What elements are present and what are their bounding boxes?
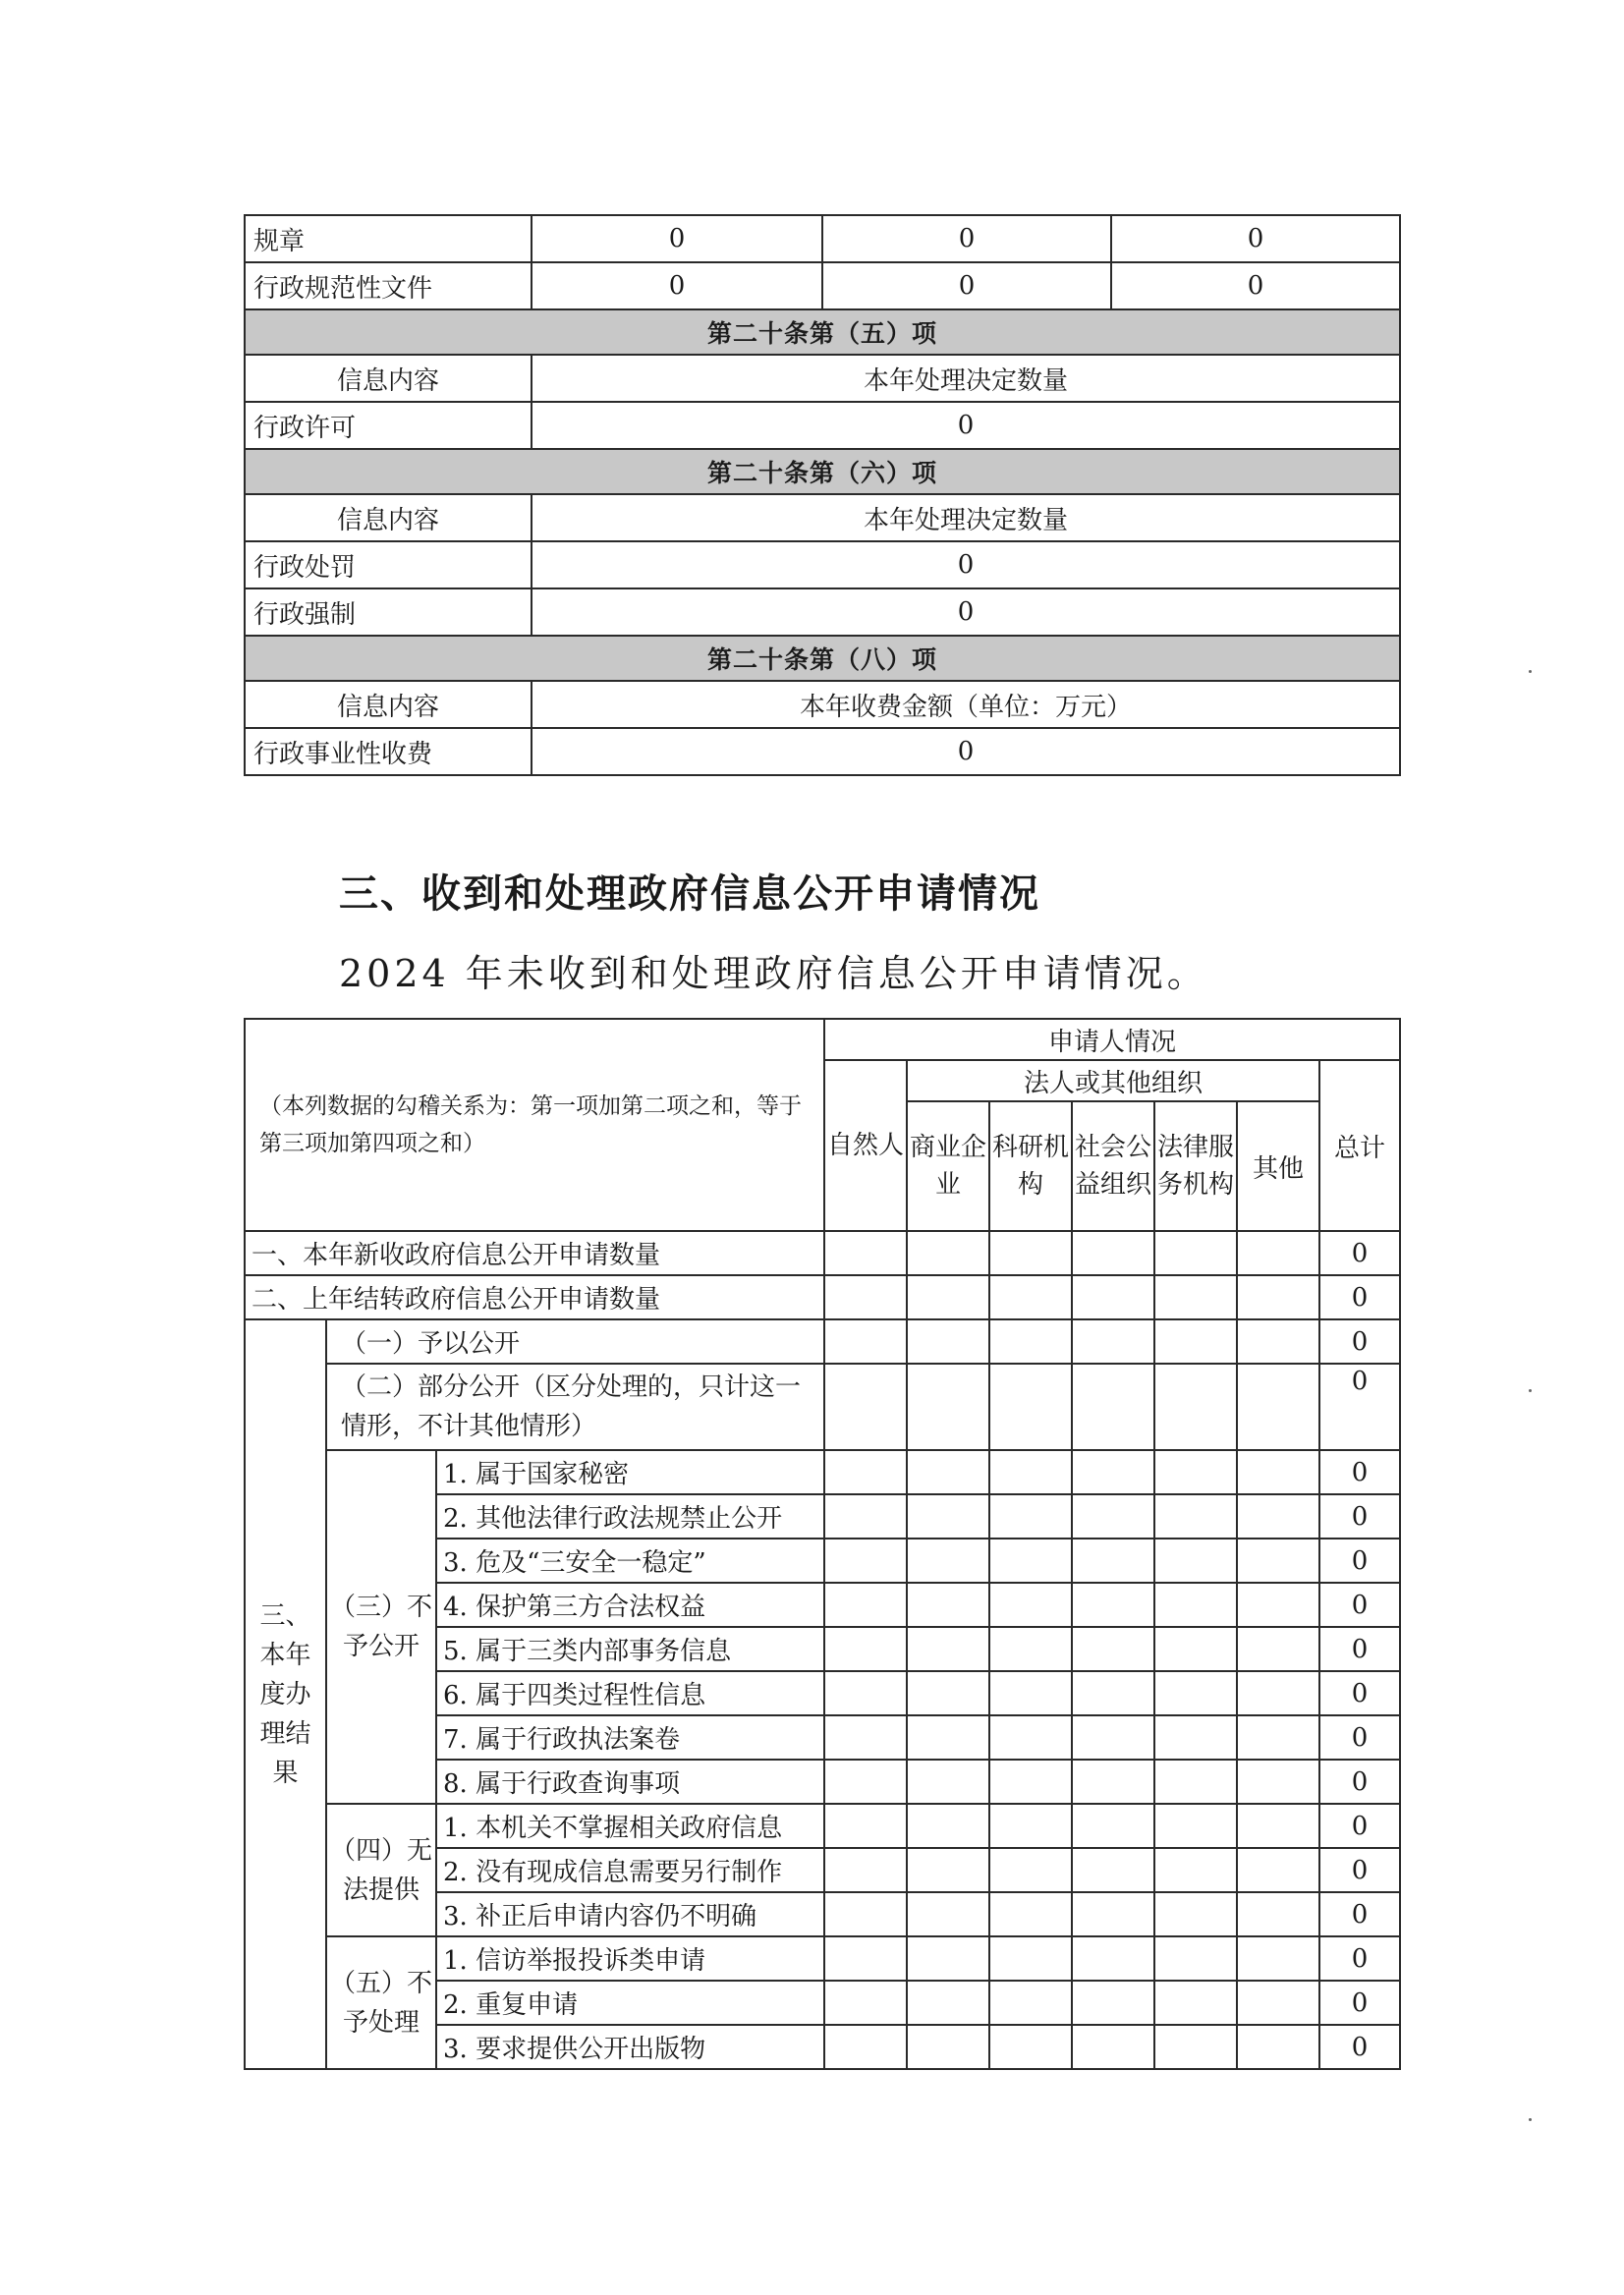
column-header: 信息内容 [245,681,532,728]
row-label: 8. 属于行政查询事项 [436,1760,824,1804]
value-cell: 0 [822,262,1111,309]
application-status-table [244,1018,1401,2070]
total-cell: 0 [1319,1494,1400,1539]
row-label: （二）部分公开（区分处理的，只计这一情形，不计其他情形） [326,1364,824,1450]
row-label: 5. 属于三类内部事务信息 [436,1627,824,1671]
total-cell: 0 [1319,1715,1400,1760]
total-cell: 0 [1319,1892,1400,1936]
header-row [245,1019,1400,1060]
natural-person-header: 自然人 [824,1060,907,1231]
row-label: 行政强制 [245,588,532,636]
column-header: 信息内容 [245,494,532,541]
scan-speck [1529,1389,1532,1392]
total-header: 总计 [1319,1060,1400,1231]
commercial-header: 商业企业 [907,1101,989,1231]
row-label: 二、上年结转政府信息公开申请数量 [245,1275,824,1319]
total-cell: 0 [1319,1936,1400,1981]
top-disclosure-table [244,214,1401,776]
table-row [245,1450,1400,1494]
total-cell: 0 [1319,1364,1400,1450]
applicant-header: 申请人情况 [824,1019,1400,1060]
row-label: 3. 要求提供公开出版物 [436,2025,824,2069]
section-heading: 三、收到和处理政府信息公开申请情况 [339,871,1040,917]
table-row [245,1319,1400,1364]
row-label: 行政处罚 [245,541,532,588]
total-cell: 0 [1319,1848,1400,1892]
table-row [245,262,1400,309]
total-cell: 0 [1319,1671,1400,1715]
total-cell: 0 [1319,2025,1400,2069]
other-header: 其他 [1237,1101,1319,1231]
section-title: 第二十条第（六）项 [245,449,1400,494]
table-row [245,681,1400,728]
row-label: 规章 [245,215,532,262]
value-cell: 0 [822,215,1111,262]
table-row [245,1364,1400,1450]
value-cell: 0 [532,262,822,309]
total-cell: 0 [1319,1981,1400,2025]
row-label: 行政事业性收费 [245,728,532,775]
row-label: 6. 属于四类过程性信息 [436,1671,824,1715]
row-label: 4. 保护第三方合法权益 [436,1583,824,1627]
section-title: 第二十条第（八）项 [245,636,1400,681]
row-label: 2. 没有现成信息需要另行制作 [436,1848,824,1892]
value-cell: 0 [532,541,1400,588]
table-row [245,494,1400,541]
legal-service-header: 法律服务机构 [1154,1101,1237,1231]
value-cell: 0 [532,215,822,262]
total-cell: 0 [1319,1627,1400,1671]
result-group-label: 三、本年度办理结果 [245,1319,326,2069]
total-cell: 0 [1319,1275,1400,1319]
row-label: 行政许可 [245,402,532,449]
table-row [245,1231,1400,1275]
section-row [245,309,1400,355]
total-cell: 0 [1319,1450,1400,1494]
total-cell: 0 [1319,1760,1400,1804]
column-header: 信息内容 [245,355,532,402]
value-cell: 0 [1111,215,1400,262]
value-cell: 0 [532,728,1400,775]
row-label: 1. 本机关不掌握相关政府信息 [436,1804,824,1848]
table-row [245,1275,1400,1319]
table-row [245,588,1400,636]
table-row [245,728,1400,775]
row-label: 1. 属于国家秘密 [436,1450,824,1494]
section-paragraph: 2024 年未收到和处理政府信息公开申请情况。 [339,952,1208,995]
value-cell: 0 [532,588,1400,636]
sub-group-label: （五）不予处理 [326,1936,436,2069]
table-note: （本列数据的勾稽关系为：第一项加第二项之和，等于第三项加第四项之和） [245,1019,824,1231]
table-row [245,1936,1400,1981]
section-title: 第二十条第（五）项 [245,309,1400,355]
section-row [245,449,1400,494]
table-row [245,1804,1400,1848]
table-row [245,215,1400,262]
table-row [245,402,1400,449]
column-header: 本年收费金额（单位：万元） [532,681,1400,728]
row-label: 1. 信访举报投诉类申请 [436,1936,824,1981]
research-header: 科研机构 [989,1101,1072,1231]
row-label: 一、本年新收政府信息公开申请数量 [245,1231,824,1275]
total-cell: 0 [1319,1319,1400,1364]
total-cell: 0 [1319,1231,1400,1275]
value-cell: 0 [1111,262,1400,309]
public-welfare-header: 社会公益组织 [1072,1101,1154,1231]
section-row [245,636,1400,681]
row-label: 2. 重复申请 [436,1981,824,2025]
row-label: 3. 补正后申请内容仍不明确 [436,1892,824,1936]
value-cell: 0 [532,402,1400,449]
row-label: 3. 危及“三安全一稳定” [436,1539,824,1583]
column-header: 本年处理决定数量 [532,355,1400,402]
scan-speck [1529,670,1532,673]
sub-group-label: （三）不予公开 [326,1450,436,1804]
scan-speck [1529,2118,1532,2121]
sub-group-label: （四）无法提供 [326,1804,436,1936]
legal-entity-header: 法人或其他组织 [907,1060,1319,1101]
row-label: 2. 其他法律行政法规禁止公开 [436,1494,824,1539]
total-cell: 0 [1319,1583,1400,1627]
total-cell: 0 [1319,1539,1400,1583]
row-label: 7. 属于行政执法案卷 [436,1715,824,1760]
column-header: 本年处理决定数量 [532,494,1400,541]
row-label: 行政规范性文件 [245,262,532,309]
row-label: （一）予以公开 [326,1319,824,1364]
table-row [245,355,1400,402]
table-row [245,541,1400,588]
total-cell: 0 [1319,1804,1400,1848]
